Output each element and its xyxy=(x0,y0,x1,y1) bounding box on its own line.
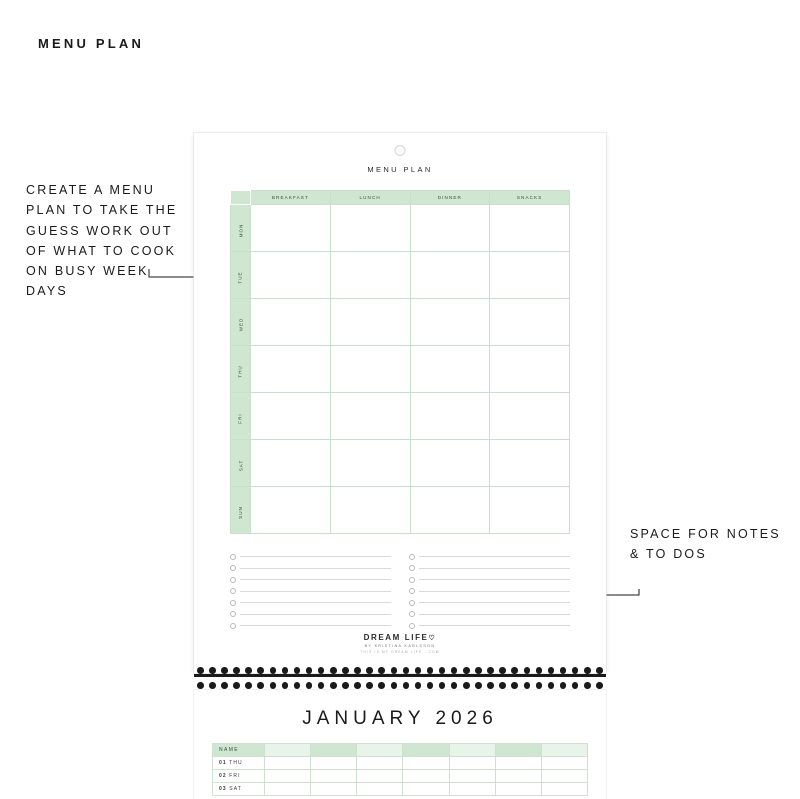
note-rule xyxy=(419,556,570,557)
binding-dot xyxy=(233,682,240,689)
month-entry-cell[interactable] xyxy=(449,783,495,796)
month-entry-cell[interactable] xyxy=(541,783,587,796)
binding-dot xyxy=(572,682,579,689)
binding-dot xyxy=(366,667,373,674)
entry-cell[interactable] xyxy=(490,252,570,299)
entry-cell[interactable] xyxy=(330,346,410,393)
binding-dot xyxy=(511,682,518,689)
binding-dot xyxy=(427,667,434,674)
month-entry-cell[interactable] xyxy=(265,783,311,796)
checkbox-circle-icon[interactable] xyxy=(409,554,415,560)
day-label-text: SUN xyxy=(237,506,243,519)
binding-dot xyxy=(282,682,289,689)
entry-cell[interactable] xyxy=(251,393,331,440)
column-header-blank xyxy=(449,744,495,757)
day-label-text: TUE xyxy=(238,271,243,284)
entry-cell[interactable] xyxy=(251,252,331,299)
column-header-snacks: SNACKS xyxy=(490,191,570,205)
heart-icon: ♡ xyxy=(428,635,437,642)
note-line[interactable] xyxy=(409,563,570,575)
entry-cell[interactable] xyxy=(490,487,570,534)
sheet-title: MENU PLAN xyxy=(367,165,433,174)
month-row xyxy=(213,770,588,783)
binding-dot xyxy=(536,682,543,689)
table-row xyxy=(231,393,570,440)
binding-dot xyxy=(439,682,446,689)
month-entry-cell[interactable] xyxy=(311,770,357,783)
binding-dot xyxy=(499,667,506,674)
day-label-mon xyxy=(231,205,251,252)
binding-dot xyxy=(524,682,531,689)
binding-dot xyxy=(245,682,252,689)
month-entry-cell[interactable] xyxy=(403,783,449,796)
binding-dot xyxy=(197,667,204,674)
checkbox-circle-icon[interactable] xyxy=(230,577,236,583)
checkbox-circle-icon[interactable] xyxy=(230,554,236,560)
month-entry-cell[interactable] xyxy=(403,770,449,783)
checkbox-circle-icon[interactable] xyxy=(230,600,236,606)
column-header-dinner: DINNER xyxy=(410,191,490,205)
table-corner-cell xyxy=(231,191,251,205)
binding-dot xyxy=(391,667,398,674)
month-sheet xyxy=(194,690,606,799)
binding-dot xyxy=(499,682,506,689)
binding-dot xyxy=(197,682,204,689)
annotation-left: CREATE A MENU PLAN TO TAKE THE GUESS WORK OUT OF WHAT TO COOK ON BUSY WEEK DAYS xyxy=(26,183,178,299)
note-line[interactable] xyxy=(230,597,391,609)
binding-dot xyxy=(330,667,337,674)
binding-dot xyxy=(451,682,458,689)
column-header-lunch: LUNCH xyxy=(330,191,410,205)
entry-cell[interactable] xyxy=(251,346,331,393)
menu-plan-table xyxy=(230,190,570,534)
entry-cell[interactable] xyxy=(410,205,490,252)
column-header-name: NAME xyxy=(213,744,265,757)
day-label-tue xyxy=(231,252,251,299)
binding-dot xyxy=(270,682,277,689)
column-header-blank xyxy=(311,744,357,757)
day-label-wed xyxy=(231,299,251,346)
binding-dot xyxy=(560,667,567,674)
binding-dot xyxy=(294,667,301,674)
binding-dot xyxy=(391,682,398,689)
date-number: 01 xyxy=(219,760,227,766)
binding-dot xyxy=(366,682,373,689)
day-label-text: WED xyxy=(238,317,243,332)
month-entry-cell[interactable] xyxy=(495,757,541,770)
day-label-text: SAT xyxy=(238,459,243,472)
binding-dot xyxy=(463,682,470,689)
date-number: 03 xyxy=(219,786,227,792)
binding-dot xyxy=(294,682,301,689)
day-label-sun xyxy=(231,487,251,534)
binding-dot xyxy=(378,667,385,674)
checkbox-circle-icon[interactable] xyxy=(409,623,415,629)
binding-dot xyxy=(257,682,264,689)
binding-dot xyxy=(245,667,252,674)
date-weekday: SAT xyxy=(229,786,242,792)
binding-dot xyxy=(403,667,410,674)
binding-dot xyxy=(487,682,494,689)
note-rule xyxy=(419,568,570,569)
annotation-right: SPACE FOR NOTES & TO DOS xyxy=(630,527,781,562)
month-row xyxy=(213,783,588,796)
day-label-text: MON xyxy=(238,223,243,238)
binding-dot xyxy=(282,667,289,674)
entry-cell[interactable] xyxy=(330,205,410,252)
brand-block xyxy=(194,633,606,654)
binding-dot xyxy=(415,667,422,674)
binding-dot xyxy=(378,682,385,689)
note-line[interactable] xyxy=(230,586,391,598)
binding-dot xyxy=(257,667,264,674)
binding-dot xyxy=(354,667,361,674)
entry-cell[interactable] xyxy=(330,252,410,299)
notes-column-left xyxy=(230,551,391,632)
table-row xyxy=(231,346,570,393)
note-rule xyxy=(240,579,391,580)
month-entry-cell[interactable] xyxy=(265,770,311,783)
column-header-blank xyxy=(541,744,587,757)
month-entry-cell[interactable] xyxy=(449,757,495,770)
note-line[interactable] xyxy=(230,563,391,575)
day-label-thu xyxy=(231,346,251,393)
month-entry-cell[interactable] xyxy=(449,770,495,783)
month-table xyxy=(212,743,588,796)
binding-dot xyxy=(548,682,555,689)
column-header-blank xyxy=(495,744,541,757)
month-entry-cell[interactable] xyxy=(403,757,449,770)
binding-dot xyxy=(221,682,228,689)
month-entry-cell[interactable] xyxy=(495,783,541,796)
binding-dot xyxy=(439,667,446,674)
binding-dot xyxy=(487,667,494,674)
month-entry-cell[interactable] xyxy=(357,783,403,796)
entry-cell[interactable] xyxy=(410,252,490,299)
checkbox-circle-icon[interactable] xyxy=(409,611,415,617)
note-line[interactable] xyxy=(409,574,570,586)
entry-cell[interactable] xyxy=(490,299,570,346)
note-rule xyxy=(419,591,570,592)
binding-dot xyxy=(511,667,518,674)
binding-dot xyxy=(584,667,591,674)
month-entry-cell[interactable] xyxy=(357,757,403,770)
binding-dot xyxy=(596,667,603,674)
checkbox-circle-icon[interactable] xyxy=(409,577,415,583)
binding-dot xyxy=(342,682,349,689)
note-rule xyxy=(419,579,570,580)
binding-dot xyxy=(306,682,313,689)
entry-cell[interactable] xyxy=(490,346,570,393)
table-row xyxy=(231,205,570,252)
month-row xyxy=(213,757,588,770)
month-header-row xyxy=(213,744,588,757)
day-label-text: THU xyxy=(237,365,243,378)
notes-section xyxy=(230,551,570,632)
checkbox-circle-icon[interactable] xyxy=(409,565,415,571)
binding-rule xyxy=(194,674,606,677)
table-row xyxy=(231,299,570,346)
date-cell xyxy=(213,757,265,770)
column-header-breakfast: BREAKFAST xyxy=(251,191,331,205)
entry-cell[interactable] xyxy=(330,487,410,534)
note-rule xyxy=(419,614,570,615)
date-cell xyxy=(213,770,265,783)
day-label-sat xyxy=(231,440,251,487)
binding-dot xyxy=(463,667,470,674)
note-line[interactable] xyxy=(409,597,570,609)
binding-dot xyxy=(415,682,422,689)
table-row xyxy=(231,440,570,487)
binding-dot xyxy=(221,667,228,674)
note-line[interactable] xyxy=(409,609,570,621)
note-rule xyxy=(419,602,570,603)
month-title: JANUARY 2026 xyxy=(302,708,498,729)
binding-dot xyxy=(548,667,555,674)
binding-dot xyxy=(209,667,216,674)
checkbox-circle-icon[interactable] xyxy=(230,565,236,571)
note-rule xyxy=(240,556,391,557)
note-line[interactable] xyxy=(230,609,391,621)
brand-subtitle: BY KRISTINA KARLSSON xyxy=(364,644,436,648)
note-line[interactable] xyxy=(409,620,570,632)
binding-dot xyxy=(596,682,603,689)
table-row xyxy=(231,487,570,534)
brand-name-text: DREAM LIFE xyxy=(363,633,429,642)
date-cell xyxy=(213,783,265,796)
entry-cell[interactable] xyxy=(251,440,331,487)
checkbox-circle-icon[interactable] xyxy=(230,611,236,617)
binding-dot xyxy=(403,682,410,689)
entry-cell[interactable] xyxy=(330,393,410,440)
month-entry-cell[interactable] xyxy=(541,770,587,783)
month-entry-cell[interactable] xyxy=(495,770,541,783)
column-header-blank xyxy=(357,744,403,757)
notes-column-right xyxy=(409,551,570,632)
binding-dot xyxy=(270,667,277,674)
punch-hole-icon xyxy=(395,145,406,156)
menu-plan-sheet xyxy=(194,133,606,673)
binding-dot xyxy=(572,667,579,674)
entry-cell[interactable] xyxy=(410,440,490,487)
month-entry-cell[interactable] xyxy=(541,757,587,770)
month-entry-cell[interactable] xyxy=(311,783,357,796)
binding-dot xyxy=(560,682,567,689)
date-weekday: THU xyxy=(229,760,243,766)
entry-cell[interactable] xyxy=(251,299,331,346)
entry-cell[interactable] xyxy=(490,393,570,440)
note-rule xyxy=(240,602,391,603)
binding-dot xyxy=(318,667,325,674)
binding-dot xyxy=(451,667,458,674)
note-line[interactable] xyxy=(230,574,391,586)
note-line[interactable] xyxy=(409,551,570,563)
day-label-fri xyxy=(231,393,251,440)
entry-cell[interactable] xyxy=(251,205,331,252)
column-header-blank xyxy=(403,744,449,757)
checkbox-circle-icon[interactable] xyxy=(409,588,415,594)
note-rule xyxy=(240,625,391,626)
note-rule xyxy=(240,591,391,592)
binding-dot xyxy=(318,682,325,689)
binding-dot xyxy=(524,667,531,674)
entry-cell[interactable] xyxy=(410,393,490,440)
column-header-blank xyxy=(265,744,311,757)
note-rule xyxy=(240,614,391,615)
entry-cell[interactable] xyxy=(410,346,490,393)
binding-dot xyxy=(536,667,543,674)
entry-cell[interactable] xyxy=(330,299,410,346)
checkbox-circle-icon[interactable] xyxy=(230,588,236,594)
binding-dot xyxy=(330,682,337,689)
note-line[interactable] xyxy=(230,551,391,563)
note-rule xyxy=(240,568,391,569)
date-weekday: FRI xyxy=(229,773,241,779)
binding-dot xyxy=(342,667,349,674)
month-entry-cell[interactable] xyxy=(265,757,311,770)
entry-cell[interactable] xyxy=(330,440,410,487)
table-row xyxy=(231,252,570,299)
entry-cell[interactable] xyxy=(410,487,490,534)
note-line[interactable] xyxy=(230,620,391,632)
entry-cell[interactable] xyxy=(490,205,570,252)
checkbox-circle-icon[interactable] xyxy=(409,600,415,606)
day-label-text: FRI xyxy=(238,413,243,424)
note-rule xyxy=(419,625,570,626)
binding-dot xyxy=(233,667,240,674)
table-header-row xyxy=(231,191,570,205)
binding-dot xyxy=(209,682,216,689)
entry-cell[interactable] xyxy=(251,487,331,534)
page-title: MENU PLAN xyxy=(38,36,145,51)
date-number: 02 xyxy=(219,773,227,779)
month-entry-cell[interactable] xyxy=(311,757,357,770)
brand-url: THIS IS MY DREAM LIFE . COM xyxy=(360,650,440,654)
binding-dot xyxy=(427,682,434,689)
checkbox-circle-icon[interactable] xyxy=(230,623,236,629)
entry-cell[interactable] xyxy=(490,440,570,487)
binding-dot xyxy=(475,667,482,674)
month-entry-cell[interactable] xyxy=(357,770,403,783)
entry-cell[interactable] xyxy=(410,299,490,346)
binding-dot xyxy=(354,682,361,689)
binding-dot xyxy=(475,682,482,689)
binding-dot xyxy=(584,682,591,689)
brand-name xyxy=(194,633,606,642)
note-line[interactable] xyxy=(409,586,570,598)
binding-dot xyxy=(306,667,313,674)
